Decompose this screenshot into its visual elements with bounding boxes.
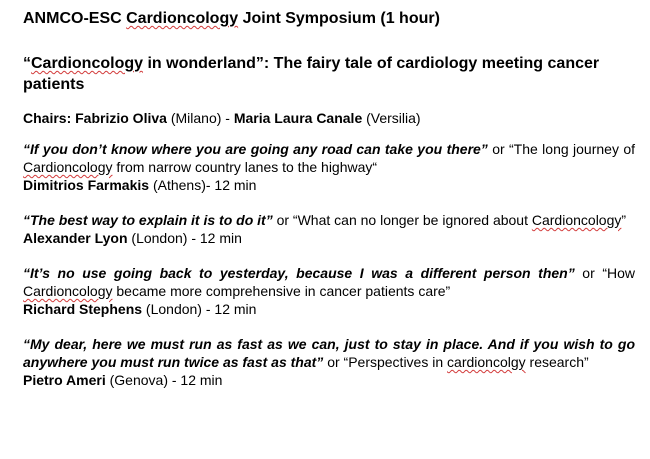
talk-spellcheck-word: Cardioncology [23,159,113,175]
chairs-label: Chairs: [23,110,76,126]
speaker-info: (Genova) - 12 min [105,372,223,388]
speaker-name: Richard Stephens [23,301,143,317]
speaker-info: (London) - 12 min [127,230,242,246]
talk-quote: “It’s no use going back to yesterday, because I was a different person then” [23,265,575,281]
document-page [23,9,635,389]
session-title [23,53,635,95]
talk-item [23,335,635,389]
speaker-info: (London) - 12 min [142,301,257,317]
chair-1-city: (Milano) - [166,110,234,126]
talk-alt-title-open: or “The long journey of [487,141,636,157]
speaker-info: (Athens)- 12 min [149,177,257,193]
talk-alt-title-rest: research” [525,354,589,370]
talk-speaker [23,176,635,194]
talk-title [23,140,635,176]
talk-item [23,140,635,194]
talk-alt-title-open: or “How [574,265,635,281]
symposium-heading [23,9,635,29]
session-title-rest: in wonderland”: The fairy tale of cardiology meeting cancer patients [23,55,600,93]
chair-2-name: Maria Laura Canale [233,110,363,126]
talk-alt-title-rest: ” [621,212,627,228]
talk-alt-title-open: or “What can no longer be ignored about [272,212,532,228]
talk-speaker [23,300,635,318]
speaker-name: Pietro Ameri [23,372,106,388]
talk-spellcheck-word: cardioncolgy [447,354,526,370]
talk-speaker [23,229,635,247]
speaker-name: Alexander Lyon [23,230,128,246]
talk-alt-title-rest: became more comprehensive in cancer patients care” [112,283,451,299]
talk-alt-title-rest: from narrow country lanes to the highway“ [112,159,378,175]
speaker-name: Dimitrios Farmakis [23,177,150,193]
chair-2-city: (Versilia) [362,110,421,126]
talk-alt-title-open: or “Perspectives in [323,354,448,370]
talk-speaker [23,371,635,389]
heading-post: Joint Symposium (1 hour) [238,10,440,27]
chair-1-name: Fabrizio Oliva [75,110,167,126]
chairs-line [23,109,635,127]
session-title-spellcheck-word: Cardioncology [31,55,144,72]
heading-pre: ANMCO-ESC [23,10,127,27]
session-title-quote: “ [23,55,31,72]
talk-title [23,211,635,229]
talk-item [23,211,635,247]
talk-item [23,264,635,318]
talk-quote: “The best way to explain it is to do it” [23,212,273,228]
talk-quote: “My dear, here we must run as fast as we can, just to stay in place. And if you wish to go anywhere you must run twice as fast as that” [23,336,635,370]
heading-spellcheck-word: Cardioncology [126,10,239,27]
talk-spellcheck-word: Cardioncology [23,283,113,299]
talk-title [23,264,635,300]
talk-quote: “If you don’t know where you are going any road can take you there” [23,141,488,157]
talk-spellcheck-word: Cardioncology [531,212,622,228]
talk-title [23,335,635,371]
